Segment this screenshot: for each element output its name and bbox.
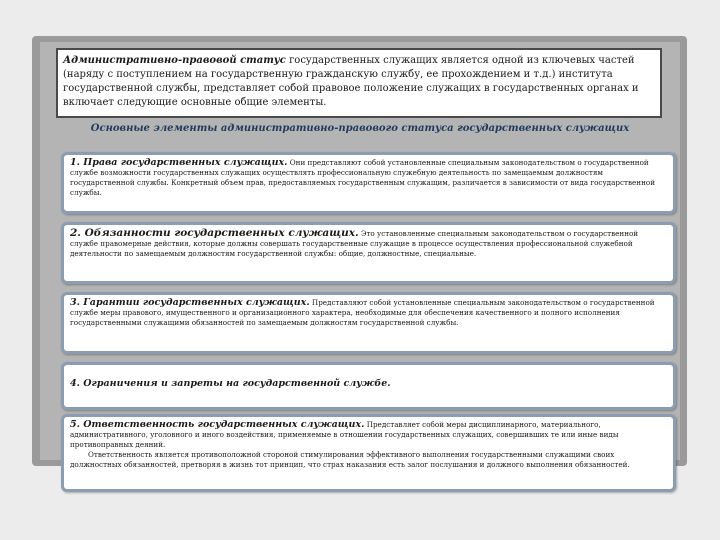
card-guarantees — [61, 292, 676, 354]
intro-box — [56, 48, 662, 118]
intro-text: государственных служащих является одной из ключевых частей (наряду с поступлением на государственную гражданскую службу, ее прохождением и т.д.) института государственной службы, представляет собой правовое положение служащих в государственных органах и включает следующие основные общие элементы. — [63, 55, 639, 108]
card-text-continued: Ответственность является противоположной стороной стимулирования эффективного выполнения государственными служащими своих должностных обязанностей, претворяя в жизнь тот принцип, что страх наказания есть залог послушания и должного выполнения обязанностей. — [70, 450, 630, 469]
card-responsibility — [61, 414, 676, 492]
card-restrictions — [61, 362, 676, 410]
card-text: Это установленные специальным законодательством о государственной службе правомерные действия, которые должны совершать государственные служащие в процессе осуществления профессиональной служебной деятельности по замещаемым должностям государственной службы: общие, должностные, специальные. — [70, 229, 639, 258]
card-title: 1. Права государственных служащих. — [70, 157, 288, 168]
card-title: 3. Гарантии государственных служащих. — [70, 297, 310, 308]
card-text: Представляют собой установленные специальным законодательством о государственной службе меры правового, имущественного и организационного характера, необходимые для обеспечения качественного и полного исполнения государственными служащими обязанностей по замещаемым должностям государственной службы. — [70, 298, 655, 327]
card-title: 5. Ответственность государственных служащих. — [70, 419, 365, 430]
card-text: Они представляют собой установленные специальным законодательством о государственной службе возможности государственных служащих осуществлять профессиональную служебную деятельность по замещаемым должностям государственной службы. Конкретный объем прав, предоставляемых государственным служащим, различается в зависимости от вида государственной службы. — [70, 158, 655, 197]
card-rights — [61, 152, 676, 214]
card-duties — [61, 222, 676, 284]
card-title: 4. Ограничения и запреты на государственной службе. — [70, 378, 391, 389]
section-heading: Основные элементы административно-правового статуса государственных служащих — [90, 123, 630, 134]
card-title: 2. Обязанности государственных служащих. — [70, 227, 359, 239]
intro-bold: Административно-правовой статус — [63, 55, 286, 66]
card-text: Представляет собой меры дисциплинарного, материального, административного, уголовного и иного воздействия, применяемые в отношении государственных служащих, совершивших те или иные виды противоправных деяний. — [70, 420, 619, 449]
